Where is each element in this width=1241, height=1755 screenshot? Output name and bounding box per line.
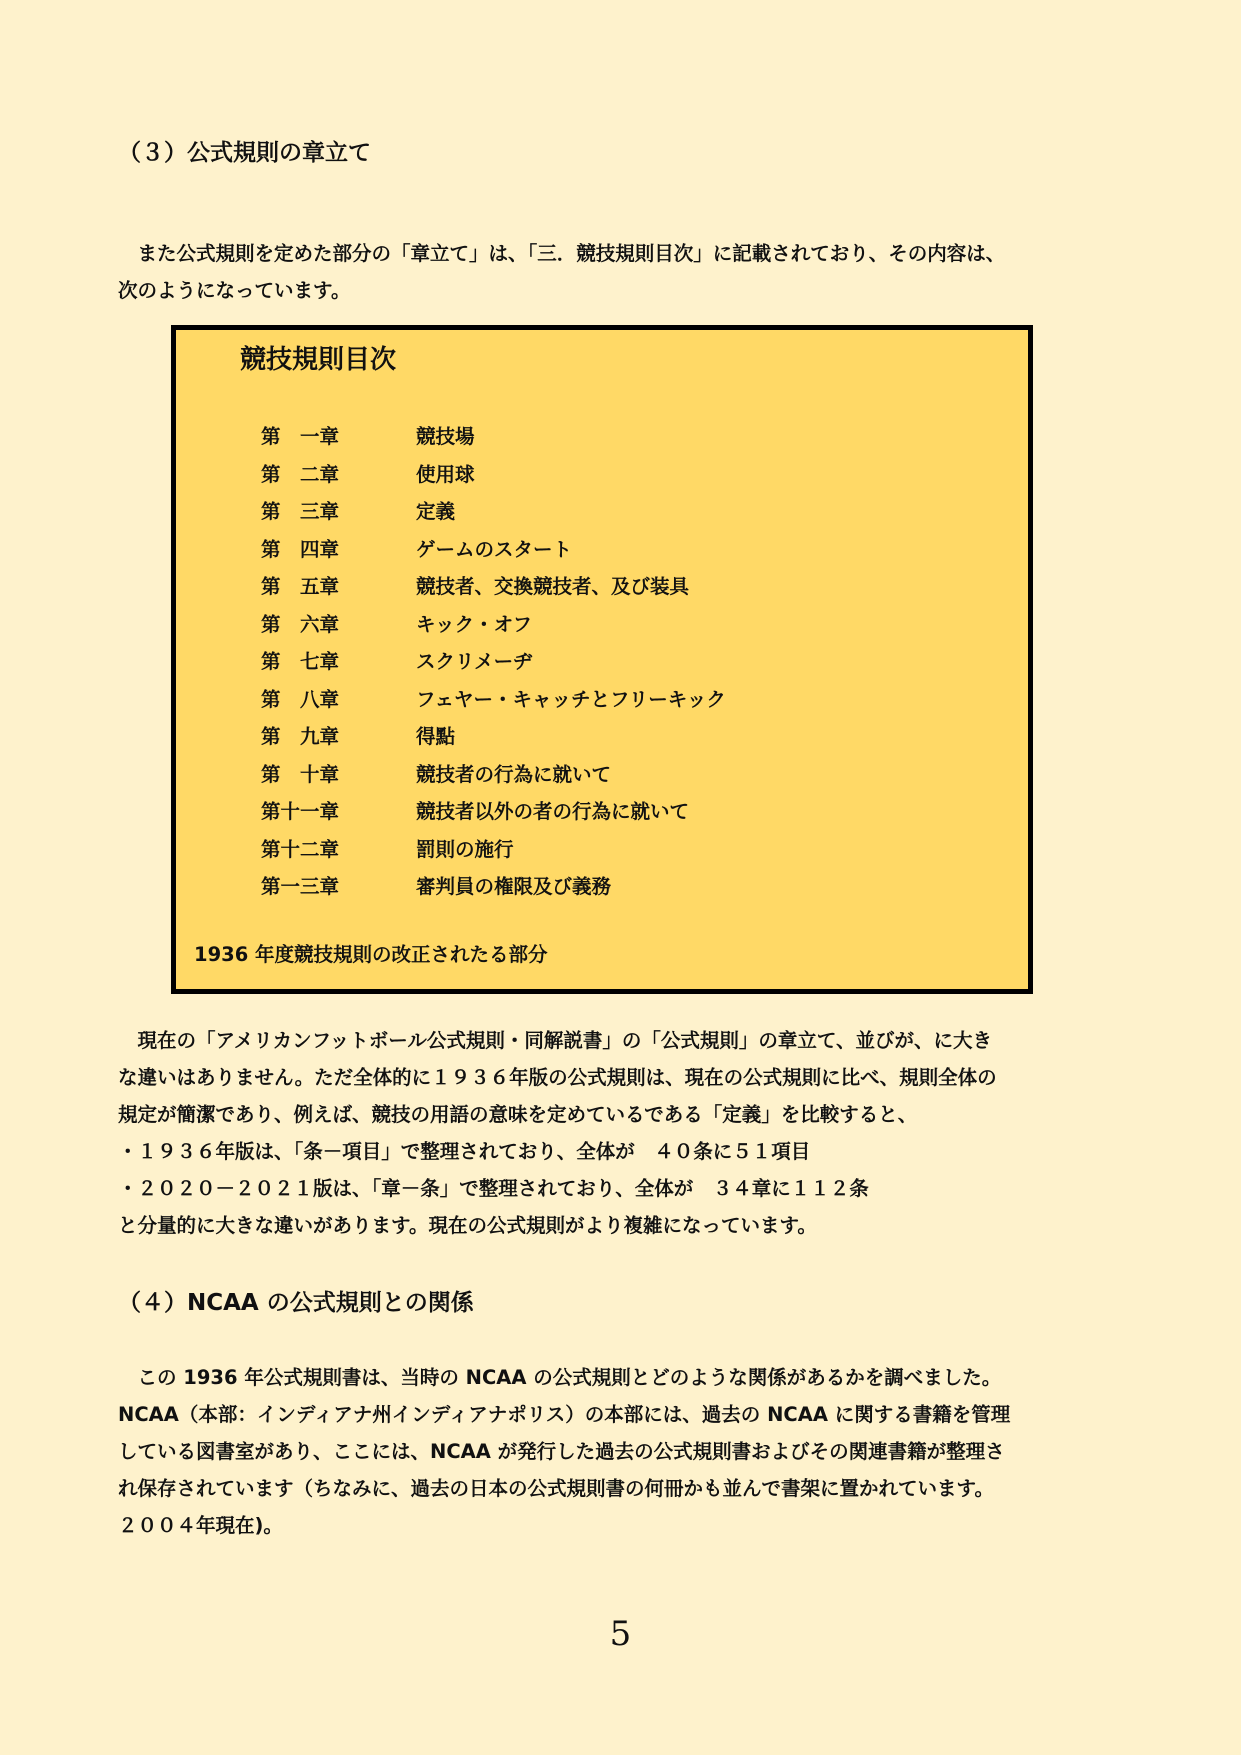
chapter-title: 審判員の権限及び義務 [416,875,612,898]
chapter-title: キック・オフ [416,612,533,636]
toc-row [261,831,961,869]
toc-row [261,718,961,756]
toc-title: 競技規則目次 [240,345,397,375]
paragraph-line: 規定が簡潔であり、例えば、競技の用語の意味を定めているである「定義」を比較すると、 [118,1103,918,1126]
toc-footer-note: 1936 年度競技規則の改正されたる部分 [194,943,548,966]
paragraph-line: NCAA（本部：インディアナ州インディアナポリス）の本部には、過去の NCAA に関する書籍を管理 [118,1403,1011,1426]
chapter-title: 競技場 [416,425,475,448]
paragraph-line: れ保存されています（ちなみに、過去の日本の公式規則書の何冊かも並んで書架に置かれています。 [118,1477,994,1500]
section-3-heading: （３）公式規則の章立て [118,140,371,166]
chapter-number: 第 八章 [261,687,340,711]
page-number: 5 [609,1614,632,1654]
toc-row [261,418,961,456]
chapter-title: 得點 [416,725,456,748]
paragraph-line: ・１９３６年版は、「条－項目」で整理されており、全体が ４０条に５１項目 [118,1140,811,1163]
chapter-number: 第十一章 [261,800,340,823]
paragraph-line: この 1936 年公式規則書は、当時の NCAA の公式規則とどのような関係があるかを調べました。 [118,1366,1002,1389]
paragraph-line: と分量的に大きな違いがあります。現在の公式規則がより複雑になっています。 [118,1214,817,1237]
toc-row [261,643,961,681]
chapter-title: スクリメーヂ [416,650,533,673]
toc-chapter-list [261,418,961,906]
chapter-number: 第十二章 [261,837,340,861]
section-3-intro [118,235,1118,309]
chapter-number: 第 三章 [261,500,340,523]
toc-row [261,531,961,569]
intro-line: また公式規則を定めた部分の「章立て」は、「三．競技規則目次」に記載されており、その内容は、 [118,242,1006,265]
toc-row [261,793,961,831]
chapter-number: 第一三章 [261,875,340,898]
chapter-title: フェヤー・キャッチとフリーキック [416,687,726,711]
chapter-number: 第 七章 [261,650,340,673]
table-of-contents-box [171,325,1033,994]
chapter-number: 第 五章 [261,575,340,598]
chapter-title: 競技者以外の者の行為に就いて [416,800,690,823]
section-4-heading: （４）NCAA の公式規則との関係 [118,1290,474,1316]
section-4-paragraph [118,1359,1118,1544]
toc-row [261,568,961,606]
chapter-title: 使用球 [416,462,475,486]
chapter-number: 第 一章 [261,425,340,448]
chapter-number: 第 二章 [261,462,340,486]
toc-row [261,606,961,644]
paragraph-line: な違いはありません。ただ全体的に１９３６年版の公式規則は、現在の公式規則に比べ、規則全体の [118,1066,997,1089]
chapter-number: 第 九章 [261,725,340,748]
chapter-number: 第 四章 [261,537,340,561]
toc-row [261,681,961,719]
toc-row [261,456,961,494]
toc-row [261,493,961,531]
chapter-title: 競技者、交換競技者、及び装具 [416,575,690,598]
comparison-paragraph [118,1022,1118,1244]
chapter-title: 定義 [416,500,456,523]
chapter-title: 罰則の施行 [416,837,514,861]
chapter-number: 第 六章 [261,612,340,636]
paragraph-line: ・２０２０－２０２１版は、「章－条」で整理されており、全体が ３４章に１１２条 [118,1177,869,1200]
chapter-title: ゲームのスタート [416,537,573,561]
chapter-number: 第 十章 [261,762,340,786]
paragraph-line: ２００４年現在)。 [118,1514,283,1537]
toc-row [261,756,961,794]
intro-line: 次のようになっています。 [118,279,351,302]
chapter-title: 競技者の行為に就いて [416,762,612,786]
paragraph-line: 現在の「アメリカンフットボール公式規則・同解説書」の「公式規則」の章立て、並びが、に大き [118,1029,992,1052]
toc-row [261,868,961,906]
paragraph-line: している図書室があり、ここには、NCAA が発行した過去の公式規則書およびその関連書籍が整理さ [118,1440,1005,1463]
